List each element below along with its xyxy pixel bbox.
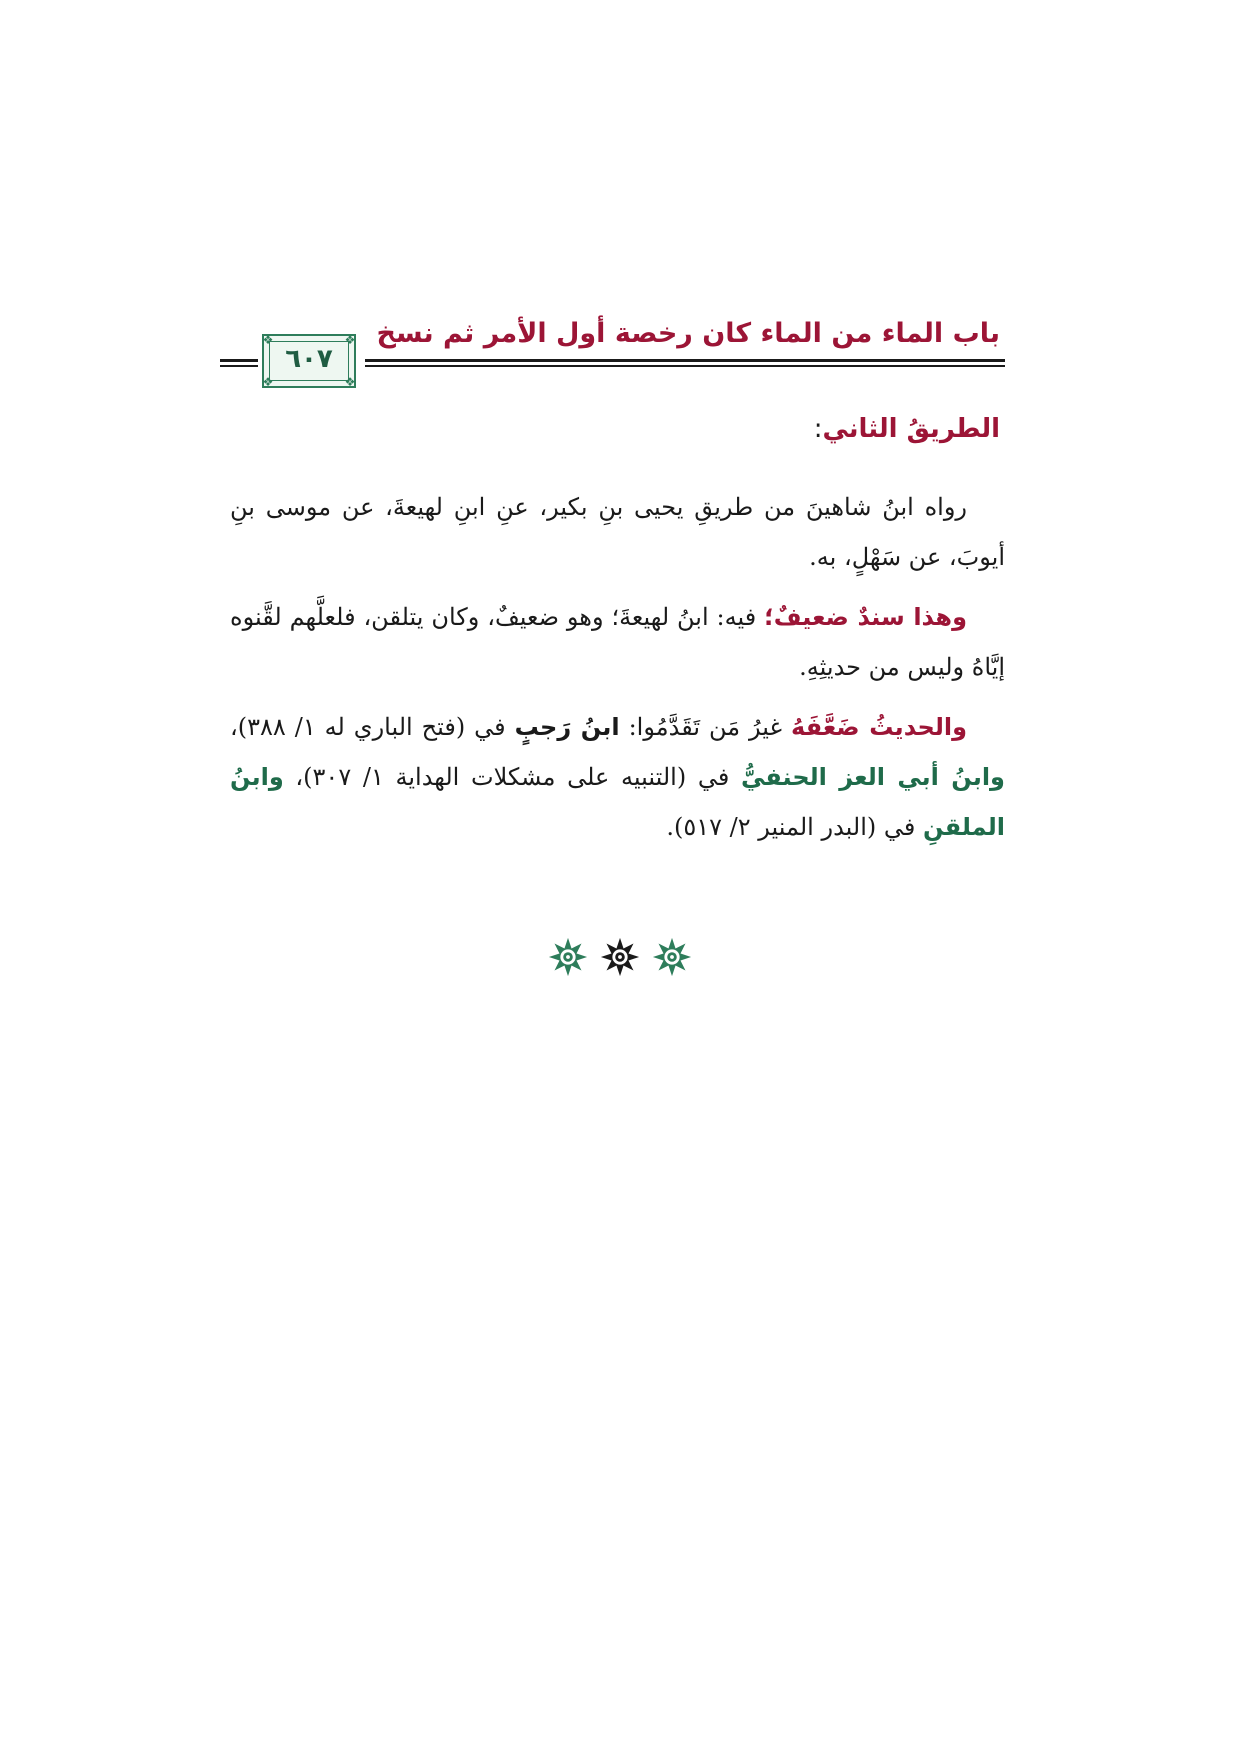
paragraph-3-text-4: في (البدر المنير ٢/ ٥١٧). bbox=[666, 813, 923, 841]
section-heading-text: الطريقُ الثاني bbox=[822, 414, 1000, 444]
paragraph-3-text-1: غيرُ مَن تَقَدَّمُوا: bbox=[619, 713, 792, 741]
scholar-name-ibn-rajab: ابنُ رَجبٍ bbox=[514, 713, 620, 741]
header-rule-right bbox=[365, 359, 1005, 367]
paragraph-2-lead: وهذا سندٌ ضعيفٌ؛ bbox=[764, 603, 967, 631]
black-star-ornament-icon bbox=[599, 936, 641, 978]
page-number-frame bbox=[262, 334, 356, 388]
header-rule-left bbox=[220, 359, 258, 367]
paragraph-3 bbox=[230, 702, 1005, 852]
main-text bbox=[230, 482, 1005, 862]
paragraph-2 bbox=[230, 592, 1005, 692]
paragraph-1-text: رواه ابنُ شاهينَ من طريقِ يحيى بنِ بكير، عنِ ابنِ لهيعةَ، عن موسى بنِ أيوبَ، عن سَهْلٍ، به. bbox=[230, 493, 1005, 571]
section-heading bbox=[814, 414, 1000, 444]
corner-flourish-icon: ❖ bbox=[344, 375, 356, 389]
paragraph-2-text: فيه: ابنُ لهيعةَ؛ وهو ضعيفٌ، وكان يتلقن، فلعلَّهم لقَّنوه إيَّاهُ وليس من حديثِهِ. bbox=[230, 603, 1005, 681]
paragraph-1 bbox=[230, 482, 1005, 582]
section-heading-colon: : bbox=[813, 414, 823, 444]
scholar-name-ibn-al-mulaqqin: وابنُ الملقنِ bbox=[230, 763, 1005, 841]
green-star-ornament-icon bbox=[547, 936, 589, 978]
corner-flourish-icon: ❖ bbox=[262, 333, 274, 347]
green-star-ornament-icon bbox=[651, 936, 693, 978]
page-number: ٦٠٧ bbox=[285, 344, 333, 374]
paragraph-3-text-2: في (فتح الباري له ١/ ٣٨٨)، bbox=[230, 713, 515, 741]
corner-flourish-icon: ❖ bbox=[262, 375, 274, 389]
paragraph-3-text-3: في (التنبيه على مشكلات الهداية ١/ ٣٠٧)، bbox=[283, 763, 741, 791]
corner-flourish-icon: ❖ bbox=[344, 333, 356, 347]
paragraph-3-lead: والحديثُ ضَعَّفَهُ bbox=[791, 713, 968, 741]
running-title: باب الماء من الماء كان رخصة أول الأمر ثم نسخ bbox=[376, 318, 1000, 349]
scholar-name-ibn-abi-al-izz: وابنُ أبي العز الحنفيُّ bbox=[740, 763, 1005, 791]
section-end-ornaments bbox=[0, 936, 1240, 978]
